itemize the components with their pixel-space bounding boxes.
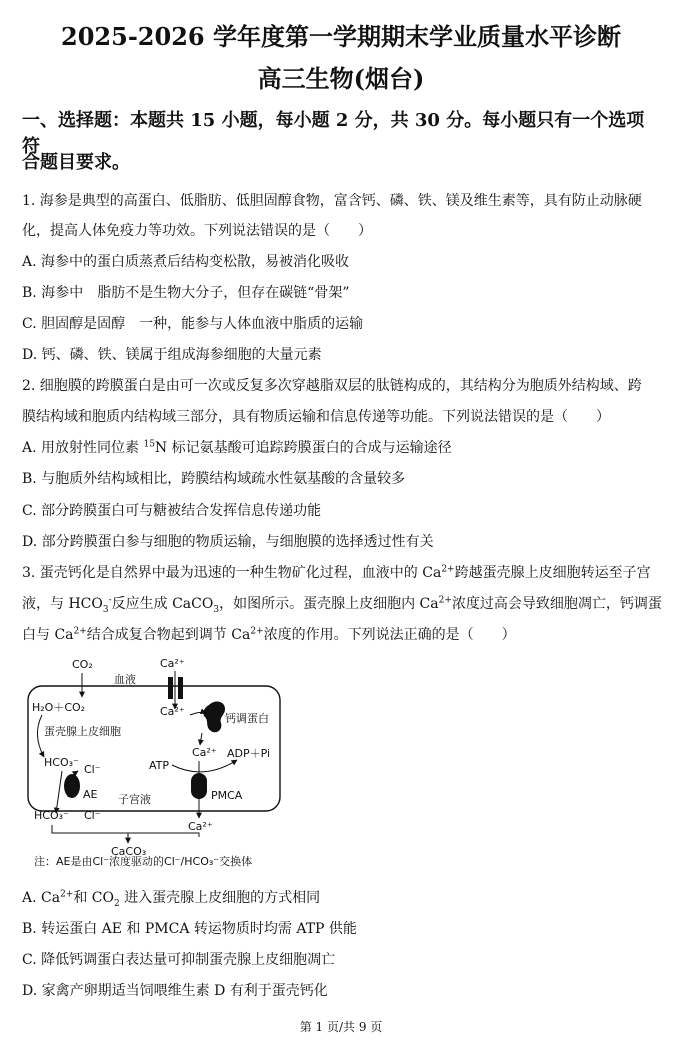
cl-in-label: Cl⁻ xyxy=(84,763,101,776)
hco3-in-label: HCO₃⁻ xyxy=(44,756,79,769)
caco3-bracket xyxy=(52,825,199,837)
atp-hydrolysis-arrow xyxy=(172,760,237,772)
cell-type-label: 蛋壳腺上皮细胞 xyxy=(44,725,121,738)
figure-note: 注：AE是由Cl⁻浓度驱动的Cl⁻/HCO₃⁻交换体 xyxy=(34,855,253,868)
q3-option-b: B. 转运蛋白 AE 和 PMCA 转运物质时均需 ATP 供能 xyxy=(22,921,357,937)
q2-stem-line1: 2. 细胞膜的跨膜蛋白是由可一次或反复多次穿越脂双层的肽链构成的，其结构分为胞质外结构域、跨 xyxy=(22,378,642,394)
atp-label: ATP xyxy=(149,759,170,772)
q2-option-a: A. 用放射性同位素 $^{15}$N 标记氨基酸可追踪跨膜蛋白的合成与运输途径 xyxy=(22,439,452,456)
q1-option-c: C. 胆固醇是固醇 一种，能参与人体血液中脂质的运输 xyxy=(22,316,364,332)
q3-option-c: C. 降低钙调蛋白表达量可抑制蛋壳腺上皮细胞凋亡 xyxy=(22,952,336,968)
q2-stem-line2: 膜结构域和胞质内结构域三部分，具有物质运输和信息传递等功能。下列说法错误的是（ ） xyxy=(22,409,610,425)
ca-top-label: Ca²⁺ xyxy=(160,657,185,670)
q1-stem-line2: 化，提高人体免疫力等功效。下列说法错误的是（ ） xyxy=(22,223,372,239)
blood-label: 血液 xyxy=(114,673,136,686)
q1-option-a: A. 海参中的蛋白质蒸煮后结构变松散，易被消化吸收 xyxy=(22,254,350,270)
q2-option-c: C. 部分跨膜蛋白可与糖被结合发挥信息传递功能 xyxy=(22,503,322,519)
hco3-out-label: HCO₃⁻ xyxy=(34,809,69,822)
h2o-co2-label: H₂O＋CO₂ xyxy=(32,701,86,714)
calmodulin-label: 钙调蛋白 xyxy=(225,712,269,725)
ae-label: AE xyxy=(83,788,98,801)
ca-in-label: Ca²⁺ xyxy=(160,705,185,718)
q3-stem-line1: 3. 蛋壳钙化是自然界中最为迅速的一种生物矿化过程，血液中的 $Ca^{2+}$跨越蛋壳腺上皮细胞转运至子宫 xyxy=(22,564,651,581)
ca-channel-left xyxy=(168,677,173,699)
section-heading-line1: 一、选择题：本题共 15 小题，每小题 2 分，共 30 分。每小题只有一个选项符 xyxy=(22,110,645,157)
uterine-fluid-label: 子宫液 xyxy=(118,793,151,806)
q2-option-d: D. 部分跨膜蛋白参与细胞的物质运输，与细胞膜的选择透过性有关 xyxy=(22,534,434,550)
pmca-label: PMCA xyxy=(211,789,243,802)
co2-top-label: CO₂ xyxy=(72,658,93,671)
transport-diagram xyxy=(22,653,322,878)
q1-option-d: D. 钙、磷、铁、镁属于组成海参细胞的大量元素 xyxy=(22,347,322,363)
calmodulin-shape xyxy=(203,702,225,733)
q2-option-b: B. 与胞质外结构域相比，跨膜结构域疏水性氨基酸的含量较多 xyxy=(22,471,406,487)
caco3-label: CaCO₃ xyxy=(111,845,147,858)
ae-hco3-arrow xyxy=(56,771,62,813)
q1-stem-line1: 1. 海参是典型的高蛋白、低脂肪、低胆固醇食物，富含钙、磷、铁、镁及维生素等，具有防止动脉硬 xyxy=(22,193,642,209)
calmodulin-to-ca-arrow xyxy=(200,733,202,745)
q3-option-a: A. $Ca^{2+}$和 $CO_2$ 进入蛋壳腺上皮细胞的方式相同 xyxy=(22,889,321,909)
ca-channel-right xyxy=(178,677,183,699)
page-subtitle: 高三生物(烟台) xyxy=(257,64,425,93)
ca-out-label: Ca²⁺ xyxy=(188,820,213,833)
q3-option-d: D. 家禽产卵期适当饲喂维生素 D 有利于蛋壳钙化 xyxy=(22,983,328,999)
page-title: 2025-2026 学年度第一学期期末学业质量水平诊断 xyxy=(61,22,621,51)
q3-stem-line2: 液，与 $HCO_3^-$反应生成 CaCO$_3$，如图所示。蛋壳腺上皮细胞内 $Ca^{2+}$浓度过高会导致细胞凋亡，钙调蛋 xyxy=(22,595,662,615)
cl-out-label: Cl⁻ xyxy=(84,809,101,822)
q3-stem-line3: 白与 $Ca^{2+}$结合成复合物起到调节 $Ca^{2+}$浓度的作用。下列说法正确的是（ ） xyxy=(22,626,516,643)
q1-option-b: B. 海参中 脂肪不是生物大分子，但存在碳链“骨架” xyxy=(22,285,350,301)
page-number: 第 1 页/共 9 页 xyxy=(299,1020,383,1034)
adp-pi-label: ADP＋Pi xyxy=(227,747,271,760)
ca-mid-label: Ca²⁺ xyxy=(192,746,217,759)
section-heading-line2: 合题目要求。 xyxy=(22,152,130,173)
